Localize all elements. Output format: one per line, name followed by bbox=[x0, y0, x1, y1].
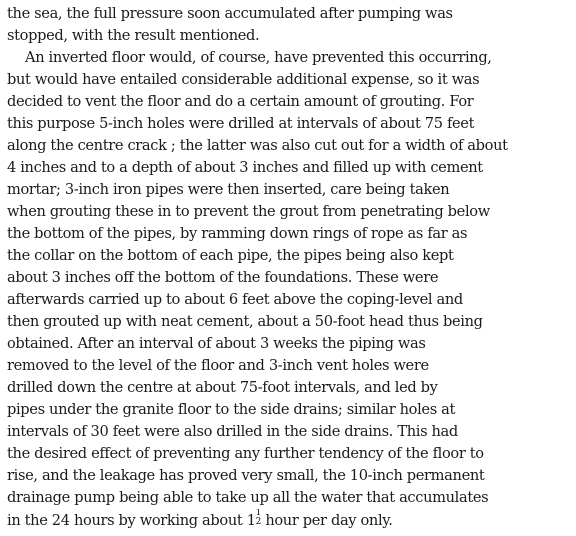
last-line-after: hour per day only. bbox=[261, 512, 393, 529]
text-line: afterwards carried up to about 6 feet above the coping-level and bbox=[7, 291, 463, 308]
paragraph-start-line: An inverted floor would, of course, have prevented this occurring, bbox=[25, 49, 492, 66]
text-line: drilled down the centre at about 75-foot intervals, and led by bbox=[7, 379, 438, 396]
last-line-before: in the 24 hours by working about 1 bbox=[7, 512, 256, 529]
text-line: but would have entailed considerable additional expense, so it was bbox=[7, 71, 480, 88]
fraction-numerator: 1 bbox=[255, 509, 262, 518]
text-line: when grouting these in to prevent the grout from penetrating below bbox=[7, 203, 490, 220]
text-line: the sea, the full pressure soon accumulated after pumping was bbox=[7, 5, 453, 22]
text-line: drainage pump being able to take up all the water that accumulates bbox=[7, 489, 489, 506]
text-line: 4 inches and to a depth of about 3 inches and filled up with cement bbox=[7, 159, 483, 176]
text-line: along the centre crack ; the latter was also cut out for a width of about bbox=[7, 137, 508, 154]
text-line: intervals of 30 feet were also drilled in the side drains. This had bbox=[7, 423, 458, 440]
text-line: this purpose 5-inch holes were drilled at intervals of about 75 feet bbox=[7, 115, 475, 132]
text-line: removed to the level of the floor and 3-inch vent holes were bbox=[7, 357, 429, 374]
last-text-line bbox=[7, 509, 576, 531]
text-line: about 3 inches off the bottom of the foundations. These were bbox=[7, 269, 439, 286]
text-line: stopped, with the result mentioned. bbox=[7, 27, 260, 44]
text-line: obtained. After an interval of about 3 weeks the piping was bbox=[7, 335, 426, 352]
fraction-denominator: 2 bbox=[255, 517, 262, 527]
text-line: the desired effect of preventing any further tendency of the floor to bbox=[7, 445, 484, 462]
text-line: pipes under the granite floor to the side drains; similar holes at bbox=[7, 401, 455, 418]
text-line: rise, and the leakage has proved very small, the 10-inch permanent bbox=[7, 467, 485, 484]
text-line: the collar on the bottom of each pipe, the pipes being also kept bbox=[7, 247, 454, 264]
text-line: decided to vent the floor and do a certain amount of grouting. For bbox=[7, 93, 474, 110]
text-line: the bottom of the pipes, by ramming down rings of rope as far as bbox=[7, 225, 468, 242]
text-line: then grouted up with neat cement, about a 50-foot head thus being bbox=[7, 313, 483, 330]
text-line: mortar; 3-inch iron pipes were then inserted, care being taken bbox=[7, 181, 450, 198]
